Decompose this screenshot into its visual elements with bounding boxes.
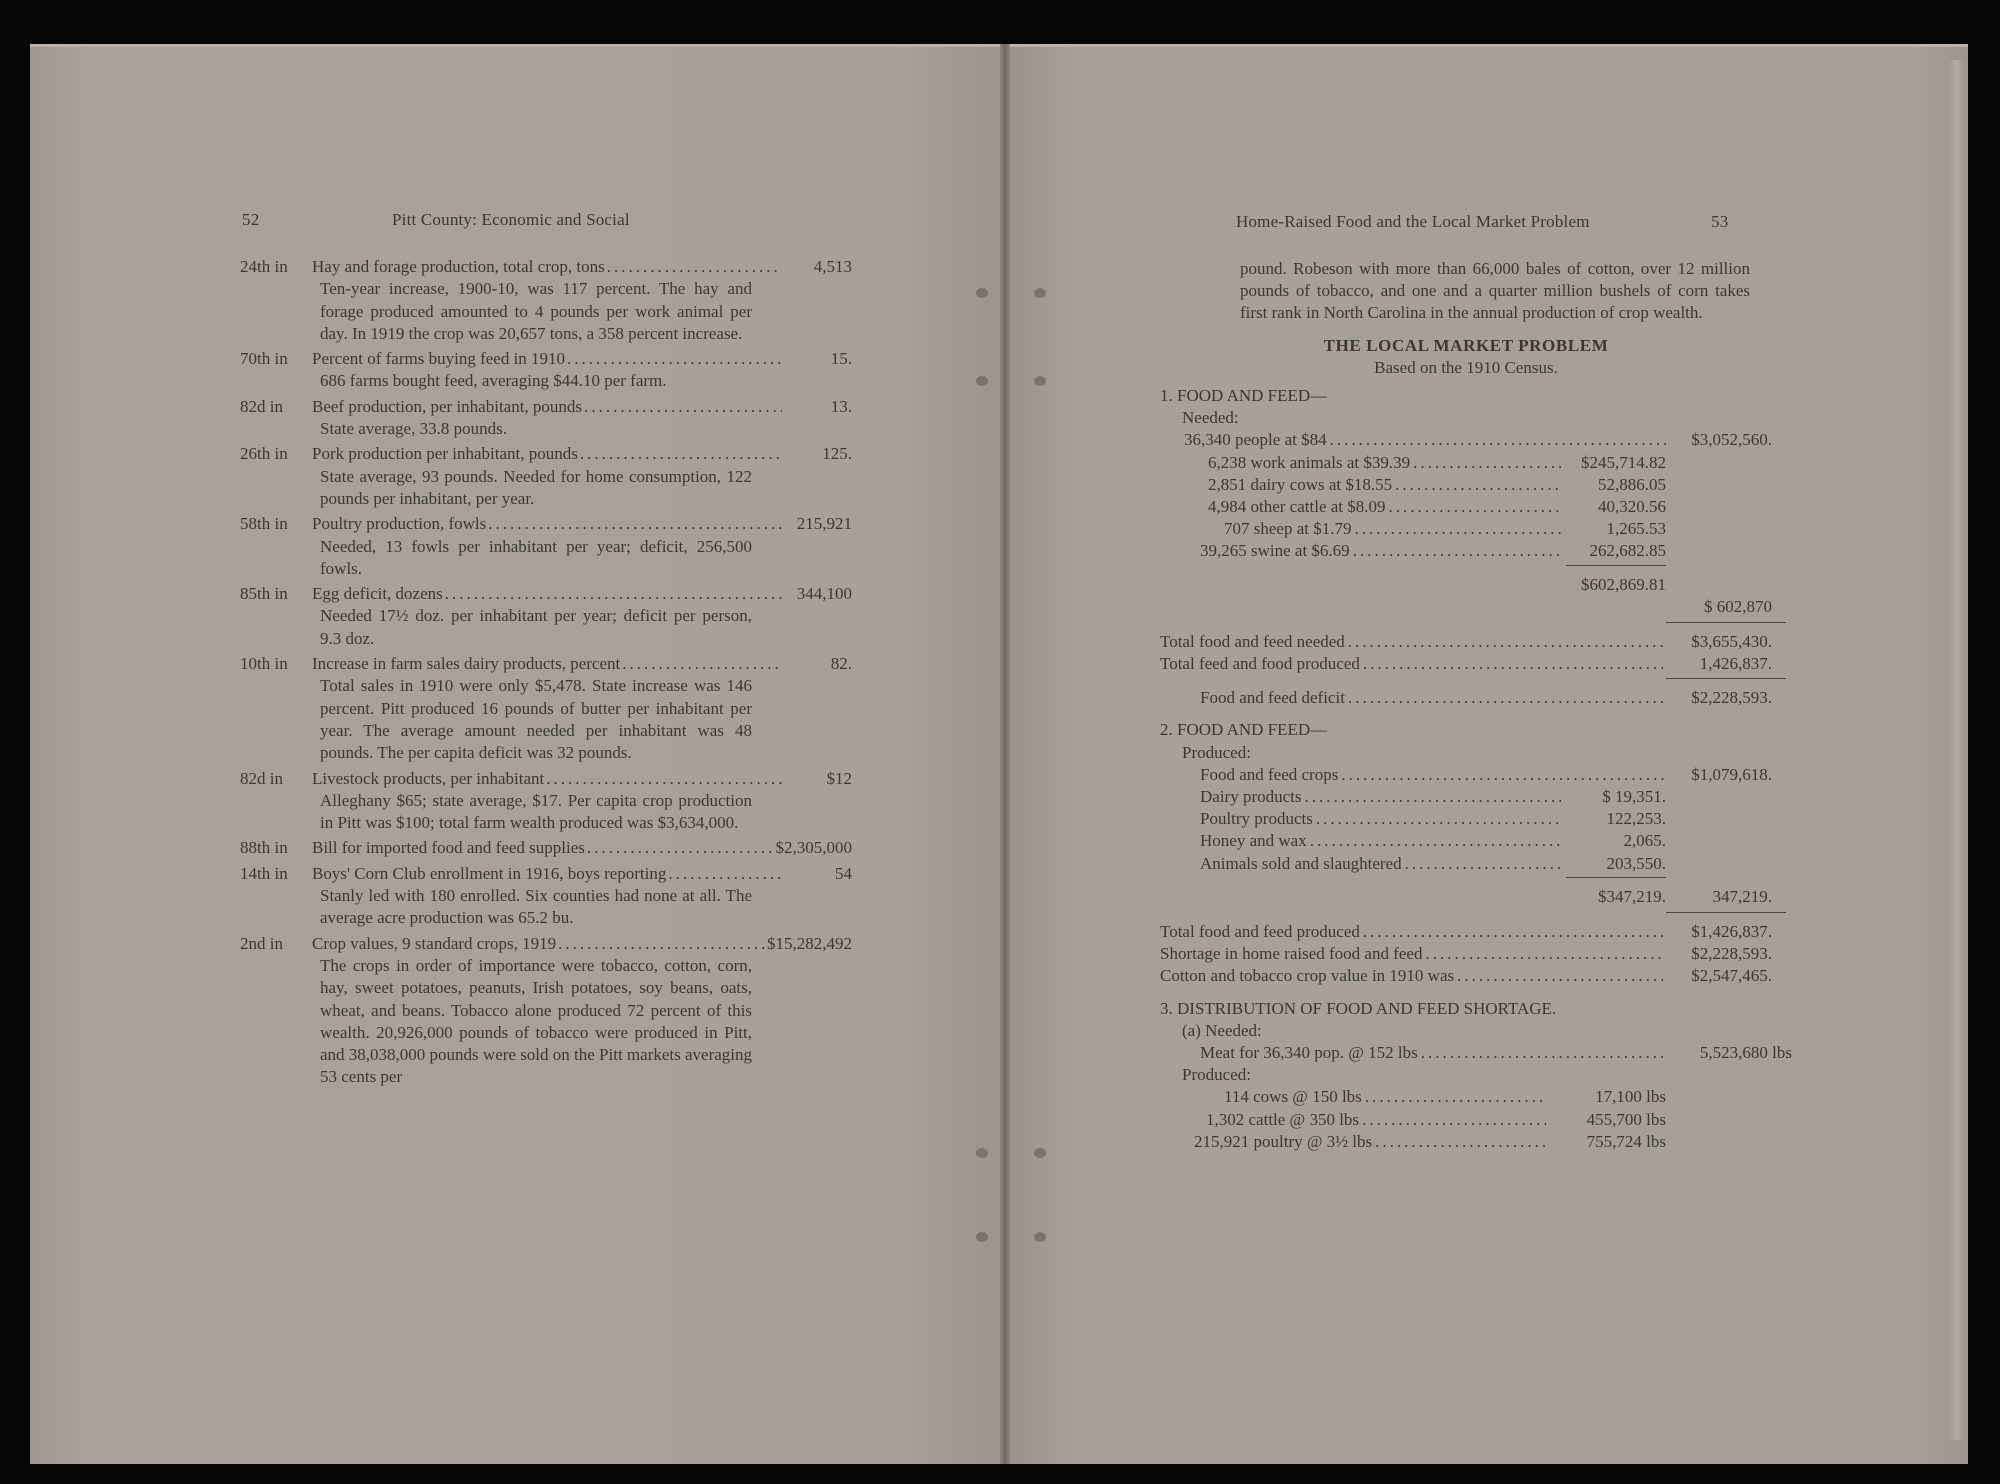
needed-label: Needed:: [1182, 408, 1239, 428]
entry-note: Total sales in 1910 were only $5,478. State increase was 146 percent. Pitt produced 16 pounds of butter per inhabitant per year. The average amount needed per inhabitant was 48 pounds. The per capita deficit was 32 pounds.: [320, 676, 752, 763]
total-produced-row: [1160, 653, 1772, 675]
subtotal-row: [1160, 574, 1772, 596]
section-title: 2. FOOD AND FEED—: [1160, 720, 1328, 740]
entry-rank: 24th in: [240, 257, 288, 276]
row-amount: $ 19,351.: [1602, 787, 1666, 807]
table-row: [1160, 786, 1772, 808]
row-label: Poultry products: [1200, 809, 1313, 829]
ranking-entry: [240, 256, 852, 345]
deficit-row: [1160, 687, 1772, 709]
entry-value: 13.: [830, 396, 852, 416]
entry-value: 54: [835, 863, 852, 883]
entry-value: $12: [826, 768, 852, 788]
binding-hole: [976, 1148, 988, 1158]
section-title: 3. DISTRIBUTION OF FOOD AND FEED SHORTAGE.: [1160, 998, 1557, 1018]
table-row: [1160, 540, 1772, 562]
produced-label: Produced:: [1182, 1065, 1251, 1085]
table-row: [1160, 452, 1772, 474]
row-label: Dairy products: [1200, 787, 1302, 807]
entry-rank: 58th in: [240, 514, 288, 534]
table-row: [1160, 518, 1772, 540]
entry-value: 344,100: [796, 584, 852, 604]
row-label: Total food and feed needed: [1160, 631, 1345, 651]
entry-value: 82.: [830, 654, 852, 674]
row-amount: 262,682.85: [1589, 541, 1666, 561]
entry-rank: 14th in: [240, 863, 288, 883]
row-label: Food and feed crops: [1200, 764, 1339, 784]
intro-paragraph: pound. Robeson with more than 66,000 bales of cotton, over 12 million pounds of tobacco, and one and a quarter million bushels of corn takes first rank in North Carolina in the annual production of crop wealth.: [1240, 259, 1750, 323]
row-total: $1,426,837.: [1691, 922, 1772, 942]
subtotal-row: [1160, 886, 1772, 908]
row-label: 215,921 poultry @ 3½ lbs: [1194, 1131, 1373, 1151]
row-amount: 2,065.: [1623, 831, 1666, 851]
row-label: Cotton and tobacco crop value in 1910 was: [1160, 966, 1455, 986]
table-row: [1160, 943, 1772, 965]
left-page-body: [240, 256, 852, 1092]
row-label: Animals sold and slaughtered: [1200, 853, 1402, 873]
entry-note: State average, 33.8 pounds.: [320, 419, 507, 439]
left-page-number: 52: [242, 210, 260, 229]
entry-note: The crops in order of importance were tobacco, cotton, corn, hay, sweet potatoes, peanuts, Irish potatoes, soy beans, oats, wheat, and beans. Tobacco alone produced 72 percent of this wealth. 20,926,000 pounds of tobacco were produced in Pitt, and 38,038,000 pounds were sold on the Pitt markets averaging 53 cents per: [320, 955, 753, 1087]
section-3: [1160, 998, 1792, 1153]
section-1: [1160, 385, 1772, 709]
section-title: 1. FOOD AND FEED—: [1160, 386, 1328, 406]
row-total: $3,655,430.: [1691, 631, 1772, 651]
entry-title: Bill for imported food and feed supplies: [312, 838, 585, 858]
entry-title: Increase in farm sales dairy products, percent: [312, 654, 621, 674]
entry-note: Needed, 13 fowls per inhabitant per year; deficit, 256,500 fowls.: [320, 536, 752, 578]
binding-hole: [1034, 1232, 1046, 1242]
entry-value: 4,513: [813, 257, 852, 276]
entry-title: Percent of farms buying feed in 1910: [312, 349, 566, 369]
row-label: Meat for 36,340 pop. @ 152 lbs: [1200, 1042, 1418, 1062]
left-running-head: Pitt County: Economic and Social: [392, 210, 630, 229]
row-amount: $245,714.82: [1581, 452, 1666, 472]
row-label: 39,265 swine at $6.69: [1200, 541, 1350, 561]
entry-rank: 70th in: [240, 349, 288, 369]
entry-rank: 88th in: [240, 838, 288, 858]
row-label: 4,984 other cattle at $8.09: [1208, 496, 1386, 516]
entry-value: 125.: [822, 444, 852, 464]
entry-note: Ten-year increase, 1900-10, was 117 percent. The hay and forage produced amounted to 4 pounds per work animal per day. In 1919 the crop was 20,657 tons, a 358 percent increase.: [320, 279, 752, 343]
entry-title: Hay and forage production, total crop, tons: [312, 257, 605, 276]
row-amount: 755,724 lbs: [1586, 1131, 1666, 1151]
ranking-entry: [240, 348, 852, 393]
entry-rank: 82d in: [240, 396, 283, 416]
subtotal-value: $347,219.: [1598, 886, 1666, 906]
table-row: [1160, 429, 1772, 451]
table-row: [1160, 1086, 1666, 1108]
row-total: 1,426,837.: [1699, 654, 1772, 674]
subtotal-carried-value: 347,219.: [1712, 886, 1772, 906]
entry-value: 215,921: [796, 514, 852, 534]
entry-note: Stanly led with 180 enrolled. Six counties had none at all. The average acre production was 65.2 bu.: [320, 886, 752, 928]
ranking-entry: [240, 443, 852, 510]
right-page-number: 53: [1711, 212, 1729, 231]
right-page-body: [1160, 258, 1792, 1153]
subtotal-value: $602,869.81: [1581, 574, 1666, 594]
row-label: 2,851 dairy cows at $18.55: [1208, 474, 1393, 494]
table-row: [1160, 474, 1772, 496]
row-label: Total food and feed produced: [1160, 922, 1360, 942]
entry-title: Beef production, per inhabitant, pounds: [312, 396, 583, 416]
total-needed-row: [1160, 631, 1772, 653]
entry-note: State average, 93 pounds. Needed for home consumption, 122 pounds per inhabitant, per year.: [320, 466, 752, 508]
table-row: [1160, 808, 1772, 830]
table-row: [1160, 921, 1772, 943]
row-total: $2,228,593.: [1691, 944, 1772, 964]
row-total: $2,228,593.: [1691, 688, 1772, 708]
row-total: $2,547,465.: [1691, 966, 1772, 986]
entry-note: 686 farms bought feed, averaging $44.10 per farm.: [320, 371, 667, 391]
row-total: $3,052,560.: [1691, 430, 1772, 450]
row-amount: 40,320.56: [1598, 496, 1666, 516]
entry-rank: 85th in: [240, 584, 288, 604]
row-label: 114 cows @ 150 lbs: [1224, 1087, 1362, 1107]
binding-hole: [976, 288, 988, 298]
row-total: $1,079,618.: [1691, 764, 1772, 784]
table-row: [1160, 853, 1772, 875]
entry-note: Alleghany $65; state average, $17. Per capita crop production in Pitt was $100; total farm wealth produced was $3,634,000.: [320, 790, 752, 833]
right-running-head: Home-Raised Food and the Local Market Problem: [1236, 212, 1590, 231]
entry-title: Pork production per inhabitant, pounds: [312, 444, 578, 464]
row-label: 707 sheep at $1.79: [1224, 519, 1352, 539]
subtotal-rounded-row: [1160, 596, 1772, 618]
page-edge-right: [1950, 60, 1964, 1440]
row-label: 1,302 cattle @ 350 lbs: [1206, 1109, 1360, 1129]
entry-title: Egg deficit, dozens: [312, 584, 443, 604]
entry-rank: 2nd in: [240, 933, 283, 953]
ranking-entry: [240, 513, 852, 580]
entry-value: $15,282,492: [767, 933, 852, 953]
row-label: 36,340 people at $84: [1184, 430, 1327, 450]
ranking-entry: [240, 653, 852, 764]
row-amount: 455,700 lbs: [1586, 1109, 1666, 1129]
table-row: [1160, 965, 1772, 987]
needed-label: (a) Needed:: [1182, 1020, 1262, 1040]
row-label: 6,238 work animals at $39.39: [1208, 452, 1411, 472]
entry-title: Poultry production, fowls: [312, 514, 487, 534]
ranking-entry: [240, 863, 852, 930]
binding-hole: [1034, 376, 1046, 386]
produced-label: Produced:: [1182, 742, 1251, 762]
row-amount: 122,253.: [1606, 809, 1666, 829]
entry-title: Crop values, 9 standard crops, 1919: [312, 933, 557, 953]
table-row: [1160, 496, 1772, 518]
entry-title: Livestock products, per inhabitant: [312, 768, 545, 788]
row-amount: 17,100 lbs: [1595, 1087, 1666, 1107]
entry-note: Needed 17½ doz. per inhabitant per year; deficit per person, 9.3 doz.: [320, 606, 752, 648]
table-row: [1160, 1109, 1666, 1131]
row-total: 5,523,680 lbs: [1699, 1042, 1792, 1062]
row-amount: 52,886.05: [1598, 474, 1666, 494]
table-row: [1160, 764, 1772, 786]
ranking-entry: [240, 933, 852, 1089]
row-label: Food and feed deficit: [1200, 688, 1345, 708]
row-amount: 1,265.53: [1606, 519, 1666, 539]
table-row: [1160, 1131, 1666, 1153]
entry-value: 15.: [830, 349, 852, 369]
binding-hole: [1034, 288, 1046, 298]
entry-rank: 82d in: [240, 768, 283, 788]
ranking-entry: [240, 583, 852, 650]
subtotal-rounded-value: $ 602,870: [1704, 596, 1772, 616]
table-row: [1160, 1042, 1792, 1064]
section-subheading: Based on the 1910 Census.: [1374, 357, 1558, 377]
entry-rank: 26th in: [240, 444, 288, 464]
section-heading: THE LOCAL MARKET PROBLEM: [1323, 335, 1609, 355]
row-label: Total feed and food produced: [1160, 654, 1360, 674]
row-label: Honey and wax: [1200, 831, 1307, 851]
binding-hole: [976, 1232, 988, 1242]
ranking-entry: [240, 837, 852, 859]
binding-hole: [976, 376, 988, 386]
entry-rank: 10th in: [240, 654, 288, 674]
table-row: [1160, 830, 1772, 852]
binding-hole: [1034, 1148, 1046, 1158]
row-label: Shortage in home raised food and feed: [1160, 944, 1423, 964]
entry-value: $2,305,000: [775, 838, 852, 858]
section-2: [1160, 719, 1772, 987]
entry-title: Boys' Corn Club enrollment in 1916, boys reporting: [312, 863, 667, 883]
ranking-entry: [240, 396, 852, 441]
book-gutter: [1000, 44, 1010, 1464]
row-amount: 203,550.: [1606, 853, 1666, 873]
ranking-entry: [240, 768, 852, 835]
